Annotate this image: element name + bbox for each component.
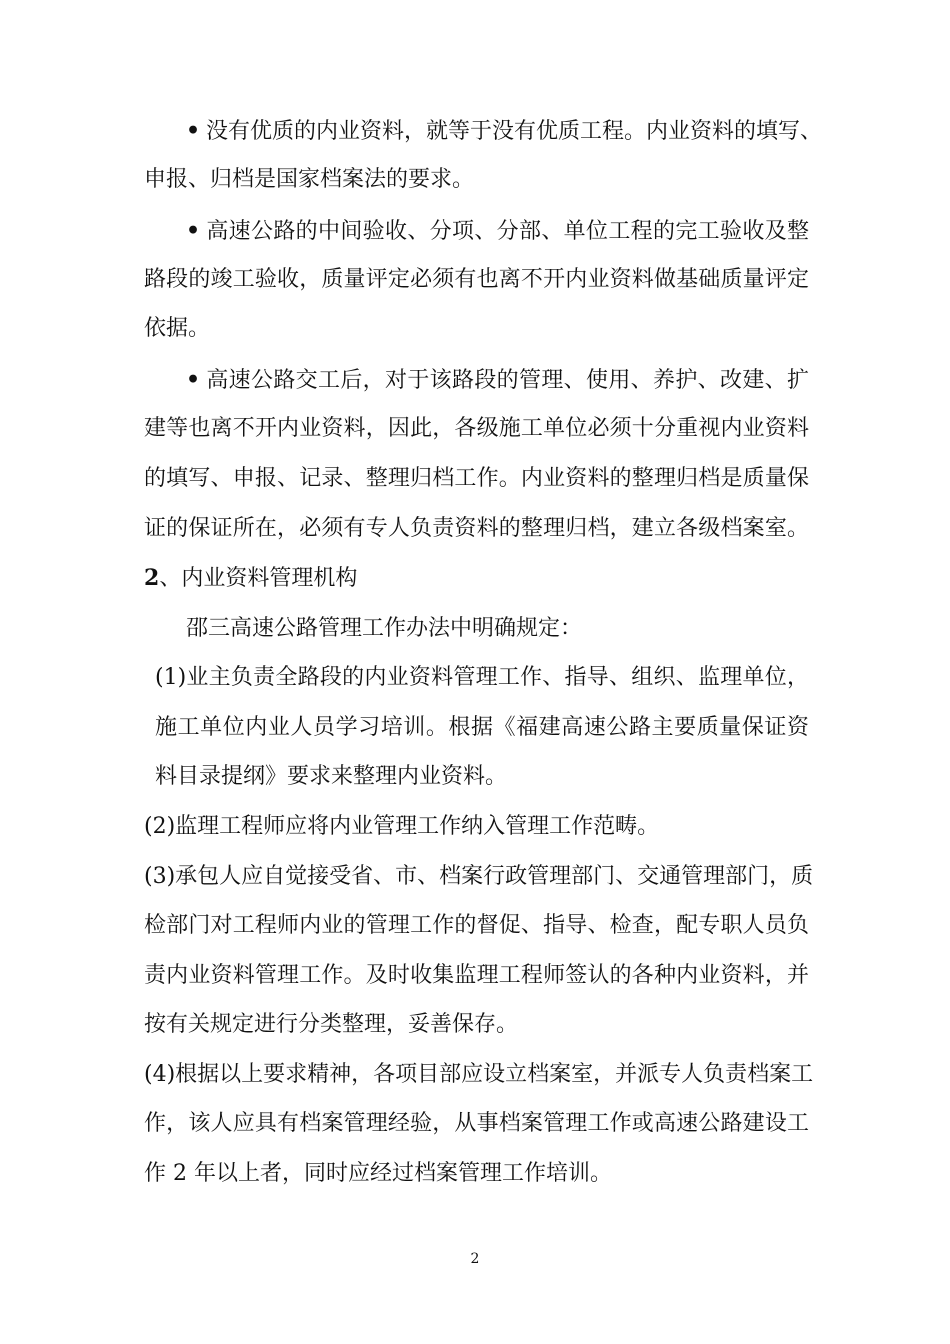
page-number: 2 — [470, 1251, 480, 1267]
item-3-line-4: 按有关规定进行分类整理，妥善保存。 — [144, 1012, 519, 1037]
item-2-line-1: (2)监理工程师应将内业管理工作纳入管理工作范畴。 — [144, 814, 660, 839]
item-4-line-3: 作 2 年以上者，同时应经过档案管理工作培训。 — [144, 1161, 612, 1186]
bullet-icon: • — [186, 367, 201, 393]
paragraph-3-line-1-text: 高速公路交工后，对于该路段的管理、使用、养护、改建、扩 — [206, 368, 809, 393]
paragraph-1-line-2: 申报、归档是国家档案法的要求。 — [144, 167, 475, 192]
section-heading — [144, 563, 357, 594]
bullet-icon: • — [186, 118, 201, 144]
paragraph-2-line-1-text: 高速公路的中间验收、分项、分部、单位工程的完工验收及整 — [206, 219, 809, 244]
paragraph-2-line-2: 路段的竣工验收，质量评定必须有也离不开内业资料做基础质量评定 — [144, 267, 809, 292]
item-3-line-1: (3)承包人应自觉接受省、市、档案行政管理部门、交通管理部门，质 — [144, 864, 814, 889]
paragraph-3-line-3: 的填写、申报、记录、整理归档工作。内业资料的整理归档是质量保 — [144, 466, 809, 491]
paragraph-3-line-4: 证的保证所在，必须有专人负责资料的整理归档，建立各级档案室。 — [144, 516, 809, 541]
paragraph-1-line-1-text: 没有优质的内业资料，就等于没有优质工程。内业资料的填写、 — [206, 119, 823, 144]
item-3-line-2: 检部门对工程师内业的管理工作的督促、指导、检查，配专职人员负 — [144, 913, 809, 938]
paragraph-3-line-1 — [186, 365, 809, 396]
intro-text: 邵三高速公路管理工作办法中明确规定： — [186, 616, 583, 641]
item-3-line-3: 责内业资料管理工作。及时收集监理工程师签认的各种内业资料，并 — [144, 963, 809, 988]
paragraph-2-line-3: 依据。 — [144, 316, 211, 341]
paragraph-2-line-1 — [186, 216, 809, 247]
bullet-icon: • — [186, 218, 201, 244]
section-heading-text: 、内业资料管理机构 — [159, 566, 358, 591]
item-4-line-2: 作，该人应具有档案管理经验，从事档案管理工作或高速公路建设工 — [144, 1111, 809, 1136]
section-number: 2 — [144, 565, 160, 591]
item-4-line-1: (4)根据以上要求精神，各项目部应设立档案室，并派专人负责档案工 — [144, 1062, 814, 1087]
item-1-line-2: 施工单位内业人员学习培训。根据《福建高速公路主要质量保证资 — [155, 715, 809, 740]
item-1-line-3: 料目录提纲》要求来整理内业资料。 — [155, 764, 508, 789]
paragraph-1-line-1 — [186, 116, 823, 147]
item-1-line-1: (1)业主负责全路段的内业资料管理工作、指导、组织、监理单位， — [155, 665, 809, 690]
paragraph-3-line-2: 建等也离不开内业资料，因此，各级施工单位必须十分重视内业资料 — [144, 416, 809, 441]
